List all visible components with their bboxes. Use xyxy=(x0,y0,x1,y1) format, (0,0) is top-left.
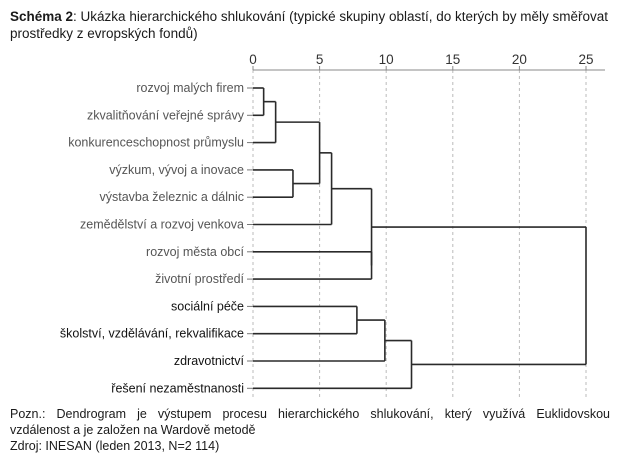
branches xyxy=(253,88,586,388)
leaf-label: rozvoj města obcí xyxy=(146,244,244,259)
leaf-label: výzkum, vývoj a inovace xyxy=(109,162,244,177)
footnote xyxy=(10,406,610,454)
leaf-label: životní prostředí xyxy=(155,272,244,287)
tick-label: 10 xyxy=(378,52,394,67)
tick-label: 0 xyxy=(249,52,257,67)
leaf-label: zemědělství a rozvoj venkova xyxy=(80,217,244,232)
tick-label: 5 xyxy=(315,52,324,67)
footnote-source: Zdroj: INESAN (leden 2013, N=2 114) xyxy=(10,439,220,453)
grid-lines xyxy=(253,70,586,400)
leaf-label: výstavba železnic a dálnic xyxy=(99,190,244,205)
figure-title-prefix: Schéma 2 xyxy=(10,9,74,24)
figure-title-text: : Ukázka hierarchického shlukování (typické skupiny oblastí, do kterých by měly směřovat prostředky z evropských fondů) xyxy=(10,9,609,41)
footnote-line-2: vzdálenost a je založen na Wardově metodě xyxy=(10,423,256,437)
x-axis-ticks xyxy=(249,52,605,70)
leaf-label: zkvalitňování veřejné správy xyxy=(86,108,244,123)
leaf-label: zdravotnictví xyxy=(173,354,244,368)
footnote-line-1: Pozn.: Dendrogram je výstupem procesu hierarchického shlukování, který využívá Euklidovskou xyxy=(10,407,610,421)
leaf-label: řešení nezaměstnanosti xyxy=(111,381,244,396)
leaf-labels xyxy=(60,81,253,395)
tick-label: 25 xyxy=(578,52,594,67)
leaf-label: školství, vzdělávání, rekvalifikace xyxy=(59,326,244,341)
leaf-label: rozvoj malých firem xyxy=(136,81,244,95)
tick-label: 20 xyxy=(511,52,527,67)
leaf-label: sociální péče xyxy=(171,299,244,314)
tick-label: 15 xyxy=(445,52,461,67)
leaf-label: konkurenceschopnost průmyslu xyxy=(68,135,244,150)
